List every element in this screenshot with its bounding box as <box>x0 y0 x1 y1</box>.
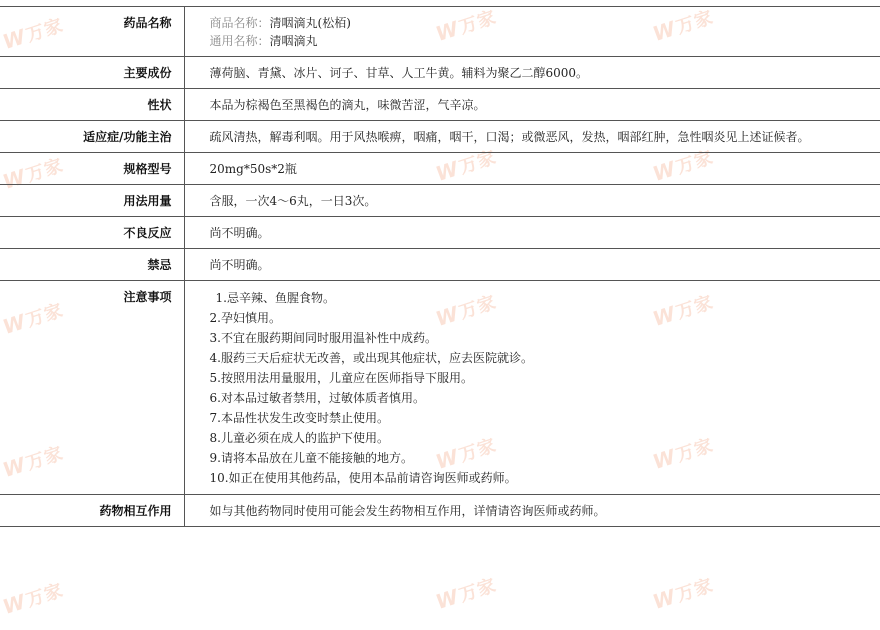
row-value: 薄荷脑、青黛、冰片、诃子、甘草、人工牛黄。辅料为聚乙二醇6000。 <box>184 57 880 89</box>
generic-name-prefix: 通用名称： <box>209 34 270 48</box>
row-dosage <box>0 185 880 217</box>
row-value: 尚不明确。 <box>184 217 880 249</box>
row-precautions <box>0 281 880 495</box>
precautions-list <box>210 288 869 488</box>
trade-name-value: 清咽滴丸(松栢) <box>269 16 351 30</box>
list-item: 4.服药三天后症状无改善，或出现其他症状，应去医院就诊。 <box>209 351 533 365</box>
watermark: W万家 <box>649 6 717 47</box>
row-appearance <box>0 89 880 121</box>
row-spec <box>0 153 880 185</box>
row-contraindications <box>0 249 880 281</box>
list-item: 6.对本品过敏者禁用，过敏体质者慎用。 <box>209 391 425 405</box>
list-item: 7.本品性状发生改变时禁止使用。 <box>209 411 389 425</box>
watermark: W万家 <box>0 299 67 340</box>
row-ingredients <box>0 57 880 89</box>
watermark: W万家 <box>0 154 67 195</box>
row-label: 不良反应 <box>0 217 184 249</box>
generic-name-line <box>210 32 869 50</box>
generic-name-value: 清咽滴丸 <box>269 34 318 48</box>
row-value: 如与其他药物同时使用可能会发生药物相互作用，详情请咨询医师或药师。 <box>184 495 880 527</box>
list-item: 10.如正在使用其他药品，使用本品前请咨询医师或药师。 <box>209 471 517 485</box>
row-label: 规格型号 <box>0 153 184 185</box>
list-item: 2.孕妇慎用。 <box>209 311 281 325</box>
row-label: 注意事项 <box>0 281 184 495</box>
row-adverse-reactions <box>0 217 880 249</box>
drug-info-table <box>0 6 880 527</box>
row-label: 药品名称 <box>0 7 184 57</box>
watermark: W万家 <box>649 291 717 332</box>
watermark: W万家 <box>432 291 500 332</box>
row-label: 主要成份 <box>0 57 184 89</box>
list-item: 1.忌辛辣、鱼腥食物。 <box>215 291 335 305</box>
list-item: 9.请将本品放在儿童不能接触的地方。 <box>209 451 413 465</box>
list-item: 3.不宜在服药期间同时服用温补性中成药。 <box>209 331 437 345</box>
row-drug-name <box>0 7 880 57</box>
row-value <box>184 7 880 57</box>
watermark: W万家 <box>649 146 717 187</box>
watermark: W万家 <box>432 574 500 615</box>
list-item: 8.儿童必须在成人的监护下使用。 <box>209 431 389 445</box>
row-drug-interactions <box>0 495 880 527</box>
row-label: 适应症/功能主治 <box>0 121 184 153</box>
watermark: W万家 <box>649 434 717 475</box>
watermark: W万家 <box>0 579 67 620</box>
row-value: 疏风清热，解毒利咽。用于风热喉痹，咽痛，咽干，口渴；或微恶风，发热，咽部红肿，急性咽炎见上述证候者。 <box>184 121 880 153</box>
row-label: 性状 <box>0 89 184 121</box>
watermark: W万家 <box>432 146 500 187</box>
row-value: 20mg*50s*2瓶 <box>184 153 880 185</box>
row-label: 用法用量 <box>0 185 184 217</box>
trade-name-prefix: 商品名称： <box>209 16 270 30</box>
watermark: W万家 <box>0 442 67 483</box>
row-indications <box>0 121 880 153</box>
list-item: 5.按照用法用量服用，儿童应在医师指导下服用。 <box>209 371 473 385</box>
watermark: W万家 <box>649 574 717 615</box>
row-label: 禁忌 <box>0 249 184 281</box>
watermark: W万家 <box>432 434 500 475</box>
trade-name-line <box>210 14 869 32</box>
row-value: 尚不明确。 <box>184 249 880 281</box>
row-value: 本品为棕褐色至黑褐色的滴丸，味微苦涩，气辛凉。 <box>184 89 880 121</box>
watermark: W万家 <box>0 14 67 55</box>
row-label: 药物相互作用 <box>0 495 184 527</box>
watermark: W万家 <box>432 6 500 47</box>
row-value <box>184 281 880 495</box>
row-value: 含服，一次4～6丸，一日3次。 <box>184 185 880 217</box>
